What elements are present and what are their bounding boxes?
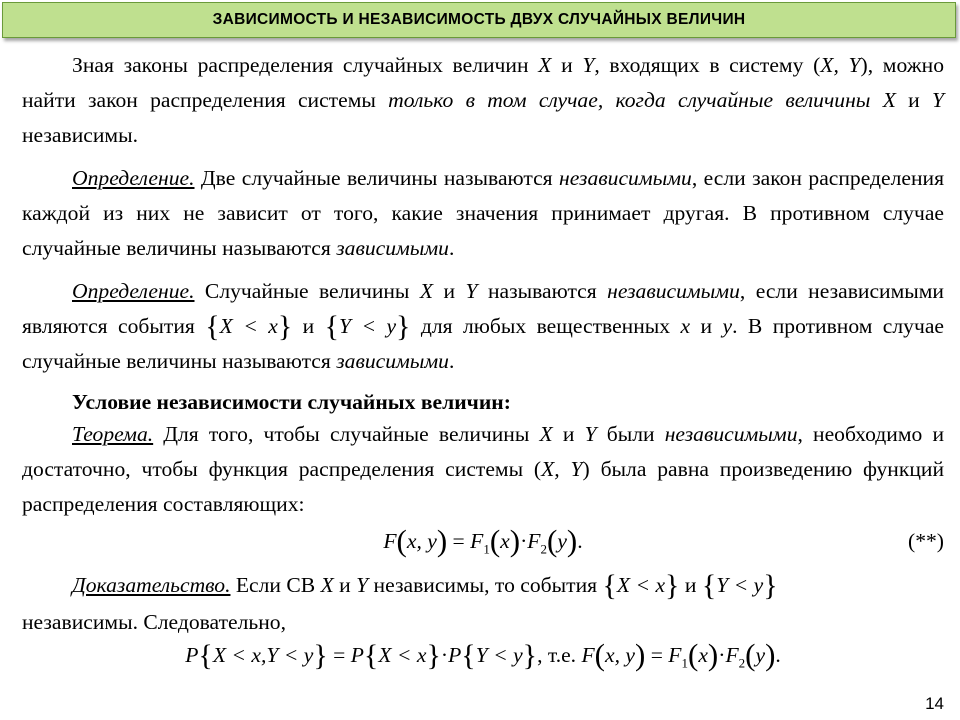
- slide-title: ЗАВИСИМОСТЬ И НЕЗАВИСИМОСТЬ ДВУХ СЛУЧАЙНЫХ ВЕЛИЧИН: [2, 2, 956, 38]
- definition-label: Определение.: [72, 166, 195, 190]
- formula-proof: P{X < x,Y < y} = P{X < x}·P{Y < y}, т.е. F(x, $y) = F_1(x)\cdot F_2(y)$.: [185, 637, 781, 672]
- formula-distribution: F(x, $y) = F_1(x)\cdot F_2(y)$. (**): [383, 523, 944, 558]
- theorem: Теорема. Для того, чтобы случайные величины X и Y были независимыми, необходимо и достаточно, чтобы функция распределения системы (X, Y) была равна произведению функций распределения составляющих:: [22, 422, 945, 516]
- equation-tag: (**): [908, 529, 944, 553]
- section-heading: Условие независимости случайных величин:: [72, 390, 511, 414]
- slide-content: [22, 48, 944, 678]
- definition-2: Определение. Случайные величины X и Y называются независимыми, если независимыми являются события {X < x} и {Y < y} для любых вещественных x и y. В противном случае случайные величины называются зависимыми.: [22, 279, 944, 373]
- proof: Доказательство. Если СВ X и Y независимы, то события {X < x} и {Y < y}: [72, 569, 778, 602]
- proof-continuation: независимы. Следовательно,: [22, 610, 286, 634]
- definition-label: Определение.: [72, 279, 195, 303]
- proof-label: Доказательство.: [72, 573, 231, 597]
- intro-paragraph: Зная законы распределения случайных величин X и Y, входящих в систему (X, Y), можно найти закон распределения системы только в том случае, когда случайные величины X и Y независимы.: [22, 53, 945, 147]
- definition-1: Определение. Две случайные величины называются независимыми, если закон распределения каждой из них не зависит от того, какие значения принимает другая. В противном случае случайные величины называются зависимыми.: [22, 166, 945, 260]
- page-number: 14: [925, 694, 944, 713]
- theorem-label: Теорема.: [72, 422, 154, 446]
